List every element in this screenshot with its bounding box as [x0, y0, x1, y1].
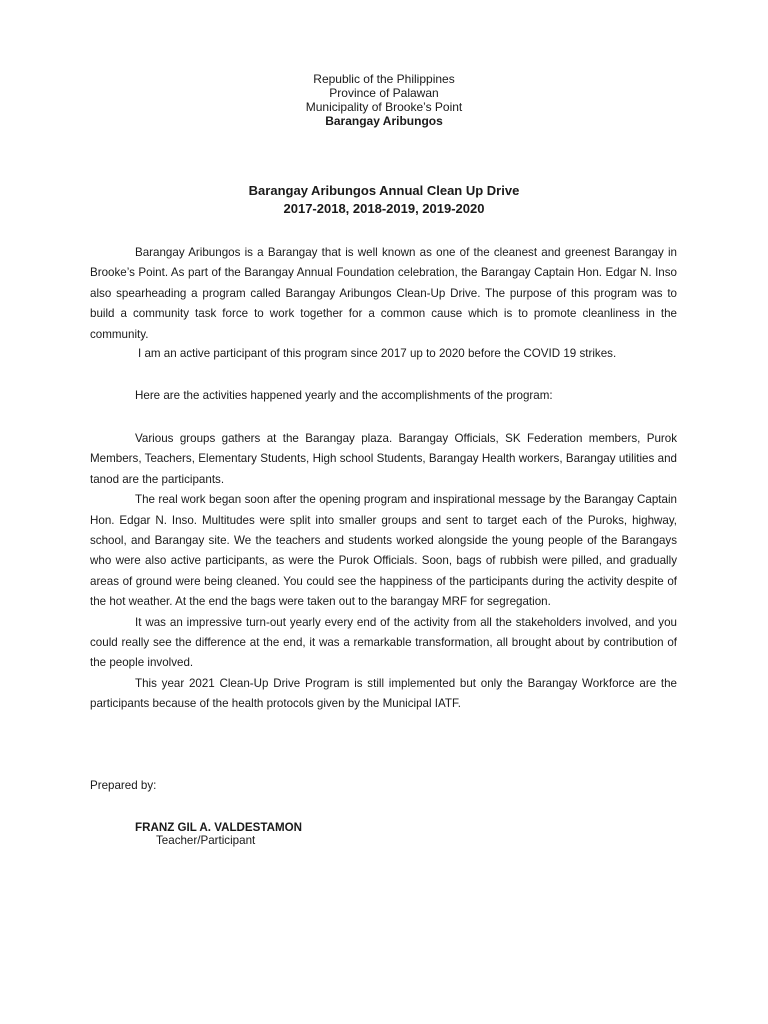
title-years: 2017-2018, 2018-2019, 2019-2020	[283, 201, 485, 216]
activities-intro: Here are the activities happened yearly and the accomplishments of the program:	[135, 389, 553, 402]
paragraph-intro: Barangay Aribungos is a Barangay that is well known as one of the cleanest and greenest Barangay in Brooke’s Point. As part of the Barangay Annual Foundation celebration, the Barangay Captain Hon. Edgar N. Inso also spearheading a program called Barangay Aribungos Clean-Up Drive. The purpose of this program was to build a community task force to work together for a common cause which is to promote cleanliness in the community.	[90, 246, 677, 341]
paragraph-groups: Various groups gathers at the Barangay plaza. Barangay Officials, SK Federation members, Purok Members, Teachers, Elementary Students, High school Students, Barangay Health workers, Barangay utilities and tanod are the participants.	[90, 432, 677, 486]
letterhead-country: Republic of the Philippines	[313, 72, 455, 86]
letterhead-municipality: Municipality of Brooke’s Point	[305, 100, 463, 114]
document-title	[0, 182, 768, 218]
paragraph-work: The real work began soon after the opening program and inspirational message by the Barangay Captain Hon. Edgar N. Inso. Multitudes were split into smaller groups and sent to target each of the Puroks, highway, school, and Barangay site. We the teachers and students worked alongside the young people of the Barangays who were also active participants, as were the Purok Officials. Soon, bags of rubbish were pilled, and gradually areas of ground were being cleaned. You could see the happiness of the participants during the activity despite of the hot weather. At the end the bags were taken out to the barangay MRF for segregation.	[90, 493, 677, 609]
participant-statement: I am an active participant of this program since 2017 up to 2020 before the COVID 19 strikes.	[138, 347, 617, 360]
letterhead	[0, 72, 768, 128]
paragraph-2021: This year 2021 Clean-Up Drive Program is still implemented but only the Barangay Workforce are the participants because of the health protocols given by the Municipal IATF.	[90, 676, 677, 711]
activities-block	[90, 429, 677, 715]
letterhead-province: Province of Palawan	[329, 86, 439, 100]
signatory-name: FRANZ GIL A. VALDESTAMON	[135, 821, 303, 834]
title-main: Barangay Aribungos Annual Clean Up Drive	[248, 183, 520, 198]
prepared-by-label: Prepared by:	[90, 779, 157, 792]
signatory-role: Teacher/Participant	[156, 834, 256, 847]
letterhead-barangay: Barangay Aribungos	[325, 114, 443, 128]
intro-block	[90, 243, 677, 345]
paragraph-turnout: It was an impressive turn-out yearly every end of the activity from all the stakeholders involved, and you could really see the difference at the end, it was a remarkable transformation, all brought about by contribution of the people involved.	[90, 615, 677, 670]
